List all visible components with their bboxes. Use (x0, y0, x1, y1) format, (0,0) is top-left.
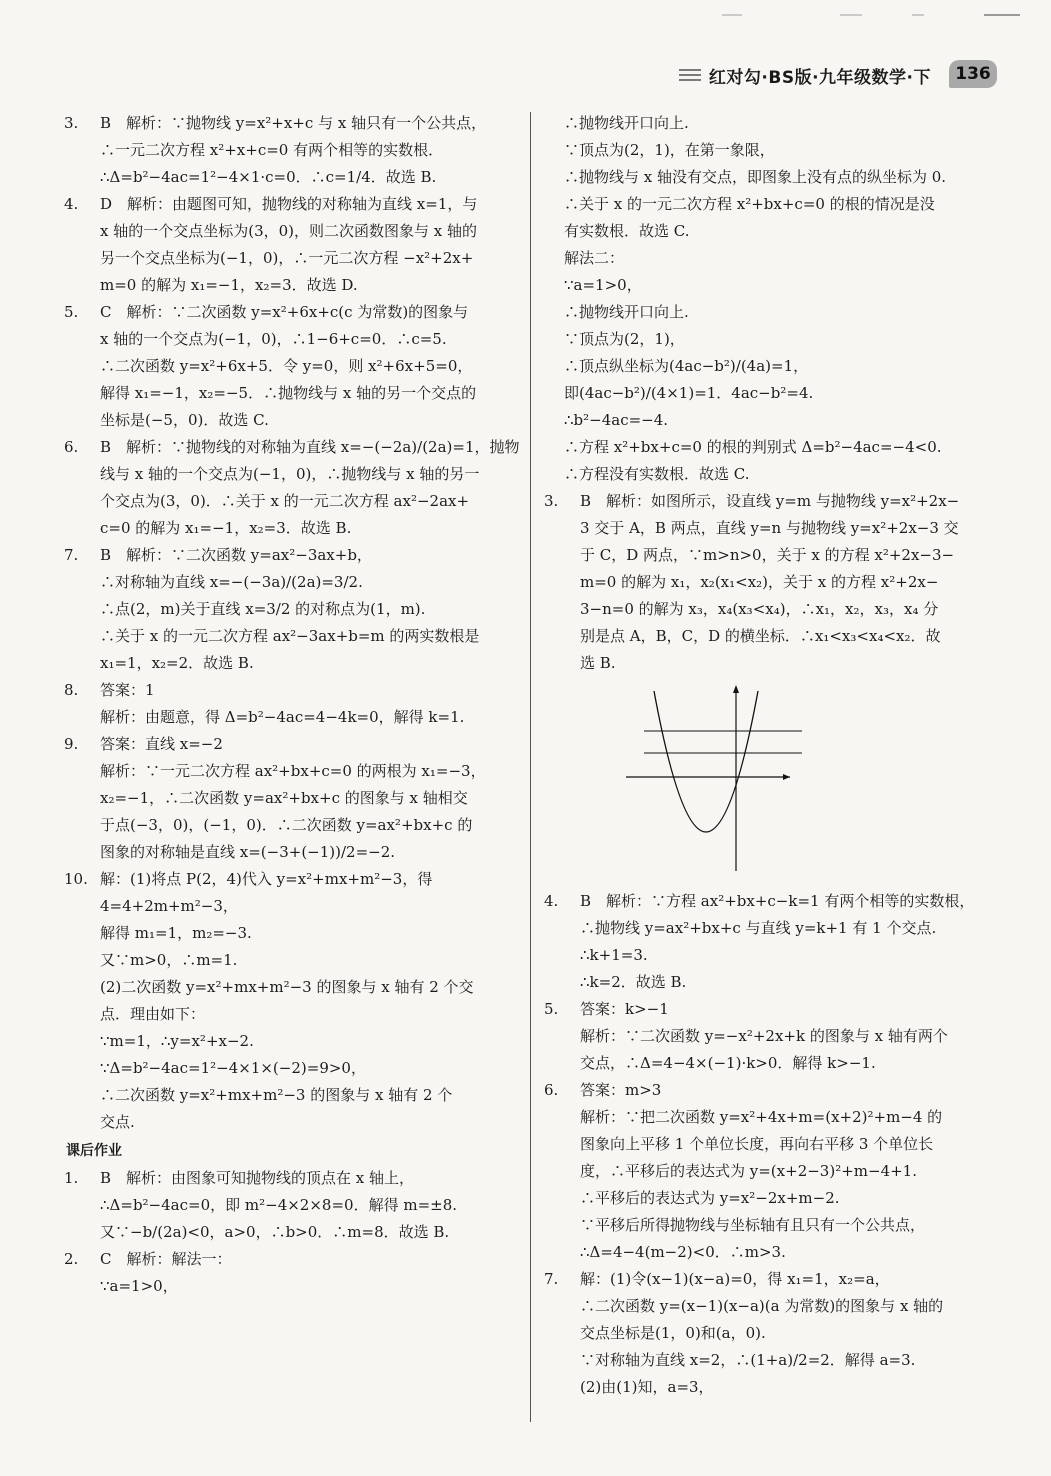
x-axis-arrow (783, 774, 790, 780)
answer-line: D 解析：由题图可知，抛物线的对称轴为直线 x=1，与 (100, 195, 478, 213)
answer-line: B 解析：∵抛物线 y=x²+x+c 与 x 轴只有一个公共点， (100, 114, 487, 132)
item-number: 9. (64, 735, 79, 753)
answer-line: 选 B. (580, 654, 616, 672)
item-number: 3. (544, 492, 559, 510)
item-number: 1. (64, 1169, 79, 1187)
column-divider (530, 112, 531, 1422)
answer-line: 于 C，D 两点，∵m>n>0，关于 x 的方程 x²+2x−3− (580, 546, 955, 564)
answer-line: 解得 x₁=−1，x₂=−5．∴抛物线与 x 轴的另一个交点的 (100, 384, 477, 402)
answer-line: B 解析：∵二次函数 y=ax²−3ax+b， (100, 546, 372, 564)
answer-line: (2)二次函数 y=x²+mx+m²−3 的图象与 x 轴有 2 个交 (100, 978, 474, 996)
brand-text: 红对勾·BS版·九年级数学·下 (708, 67, 931, 88)
answer-line: B 解析：∵抛物线的对称轴为直线 x=−(−2a)/(2a)=1，抛物 (100, 438, 520, 456)
solution-line: ∴抛物线开口向上. (564, 303, 689, 321)
item-number: 5. (544, 1000, 559, 1018)
solution-line: ∴顶点纵坐标为(4ac−b²)/(4a)=1， (564, 357, 809, 375)
solution-line: ∵顶点为(2，1)， (564, 330, 685, 348)
answer-item (60, 677, 522, 731)
solution-line: ∴关于 x 的一元二次方程 x²+bx+c=0 的根的情况是没 (564, 195, 935, 213)
answer-line: 解析：由题意，得 Δ=b²−4ac=4−4k=0，解得 k=1. (100, 708, 465, 726)
parabola-curve (654, 691, 758, 832)
answer-line: ∴k+1=3. (580, 946, 648, 964)
item-number: 4. (64, 195, 79, 213)
item-number: 2. (64, 1250, 79, 1268)
continued-solution (540, 110, 998, 488)
answer-line: ∴二次函数 y=x²+6x+5．令 y=0，则 x²+6x+5=0， (100, 357, 473, 375)
answer-line: 答案：直线 x=−2 (100, 735, 223, 753)
answer-item (60, 1165, 522, 1246)
answer-line: ∵Δ=b²−4ac=1²−4×1×(−2)=9>0， (100, 1059, 366, 1077)
answer-line: 另一个交点坐标为(−1，0)，∴一元二次方程 −x²+2x+ (100, 249, 474, 267)
answer-line: x 轴的一个交点为(−1，0)，∴1−6+c=0．∴c=5. (100, 330, 447, 348)
answer-line: ∴一元二次方程 x²+x+c=0 有两个相等的实数根． (100, 141, 444, 159)
answer-line: ∴平移后的表达式为 y=x²−2x+m−2. (580, 1189, 840, 1207)
answer-line: 点．理由如下： (100, 1005, 206, 1023)
header-rule (912, 14, 924, 16)
section-title: 课后作业 (66, 1143, 122, 1159)
answer-line: 度，∴平移后的表达式为 y=(x+2−3)²+m−4+1. (580, 1162, 917, 1180)
answer-line: C 解析：解法一： (100, 1250, 232, 1268)
answer-item (60, 110, 522, 191)
answer-item (60, 1246, 522, 1300)
page-header (0, 0, 1051, 100)
answer-line: ∴对称轴为直线 x=−(−3a)/(2a)=3/2. (100, 573, 363, 591)
right-column (540, 110, 998, 1401)
answer-line: 别是点 A，B，C，D 的横坐标．∴x₁<x₃<x₄<x₂．故 (580, 627, 941, 645)
answer-item (540, 996, 998, 1077)
item-number: 4. (544, 892, 559, 910)
answer-line: 坐标是(−5，0)．故选 C. (100, 411, 269, 429)
item-number: 10. (64, 870, 88, 888)
solution-line: ∴抛物线与 x 轴没有交点，即图象上没有点的纵坐标为 0. (564, 168, 947, 186)
parabola-figure (626, 683, 886, 873)
item-number: 6. (544, 1081, 559, 1099)
item-number: 7. (544, 1270, 559, 1288)
speed-lines-icon (679, 66, 701, 84)
answer-line: 又∵−b/(2a)<0，a>0，∴b>0．∴m=8．故选 B. (100, 1223, 450, 1241)
answer-item (60, 191, 522, 299)
answer-line: ∴Δ=b²−4ac=1²−4×1·c=0．∴c=1/4．故选 B. (100, 168, 437, 186)
answer-line: ∴Δ=b²−4ac=0，即 m²−4×2×8=0．解得 m=±8. (100, 1196, 458, 1214)
answer-item (60, 299, 522, 434)
answer-item (60, 434, 522, 542)
header-rule (722, 14, 742, 16)
answer-line: ∴Δ=4−4(m−2)<0．∴m>3. (580, 1243, 786, 1261)
item-number: 5. (64, 303, 79, 321)
answer-line: ∴抛物线 y=ax²+bx+c 与直线 y=k+1 有 1 个交点. (580, 919, 937, 937)
answer-line: ∴二次函数 y=(x−1)(x−a)(a 为常数)的图象与 x 轴的 (580, 1297, 944, 1315)
answer-item (60, 542, 522, 677)
answer-line: ∵a=1>0， (100, 1277, 178, 1295)
solution-line: ∴方程没有实数根．故选 C. (564, 465, 750, 483)
answer-line: 于点(−3，0)，(−1，0)．∴二次函数 y=ax²+bx+c 的 (100, 816, 473, 834)
answer-line: 解析：∵把二次函数 y=x²+4x+m=(x+2)²+m−4 的 (580, 1108, 943, 1126)
item-number: 3. (64, 114, 79, 132)
answer-item (540, 1077, 998, 1266)
answer-item (60, 866, 522, 1136)
solution-line: ∵a=1>0， (564, 276, 642, 294)
answer-line: 个交点为(3，0)．∴关于 x 的一元二次方程 ax²−2ax+ (100, 492, 470, 510)
answer-line: ∵平移后所得抛物线与坐标轴有且只有一个公共点， (580, 1216, 926, 1234)
answer-item (60, 731, 522, 866)
answer-line: 答案：k>−1 (580, 1000, 669, 1018)
answer-line: m=0 的解为 x₁=−1，x₂=3．故选 D. (100, 276, 358, 294)
answer-line: 3−n=0 的解为 x₃，x₄(x₃<x₄)，∴x₁，x₂，x₃，x₄ 分 (580, 600, 939, 618)
answer-line: x₂=−1，∴二次函数 y=ax²+bx+c 的图象与 x 轴相交 (100, 789, 468, 807)
solution-line: ∴抛物线开口向上. (564, 114, 689, 132)
item-number: 8. (64, 681, 79, 699)
solution-line: ∴方程 x²+bx+c=0 的根的判别式 Δ=b²−4ac=−4<0. (564, 438, 942, 456)
y-axis-arrow (733, 685, 739, 693)
solution-line: 解法二： (564, 249, 625, 267)
answer-line: c=0 的解为 x₁=−1，x₂=3．故选 B. (100, 519, 352, 537)
answer-line: B 解析：∵方程 ax²+bx+c−k=1 有两个相等的实数根， (580, 892, 975, 910)
answer-line: x 轴的一个交点坐标为(3，0)，则二次函数图象与 x 轴的 (100, 222, 478, 240)
answer-line: 交点坐标是(1，0)和(a，0). (580, 1324, 766, 1342)
answer-line: 图象向上平移 1 个单位长度，再向右平移 3 个单位长 (580, 1135, 934, 1153)
answer-line: 交点. (100, 1113, 135, 1131)
answer-line: ∵m=1，∴y=x²+x−2. (100, 1032, 254, 1050)
solution-line: 有实数根．故选 C. (564, 222, 690, 240)
answer-line: ∴二次函数 y=x²+mx+m²−3 的图象与 x 轴有 2 个 (100, 1086, 453, 1104)
answer-line: ∴k=2．故选 B. (580, 973, 687, 991)
header-rule (984, 14, 1020, 16)
answer-line: 4=4+2m+m²−3， (100, 897, 238, 915)
answer-line: 解析：∵一元二次方程 ax²+bx+c=0 的两根为 x₁=−3， (100, 762, 486, 780)
solution-line: ∴b²−4ac=−4. (564, 411, 669, 429)
solution-line: 即(4ac−b²)/(4×1)=1．4ac−b²=4. (564, 384, 814, 402)
answer-line: x₁=1，x₂=2．故选 B. (100, 654, 254, 672)
answer-item (540, 888, 998, 996)
answer-line: 答案：m>3 (580, 1081, 662, 1099)
item-number: 6. (64, 438, 79, 456)
answer-line: 交点，∴Δ=4−4×(−1)·k>0．解得 k>−1. (580, 1054, 876, 1072)
page-number: 136 (949, 60, 997, 88)
book-brand (679, 62, 931, 88)
answer-line: 解得 m₁=1，m₂=−3. (100, 924, 252, 942)
solution-line: ∵顶点为(2，1)，在第一象限， (564, 141, 775, 159)
answer-line: B 解析：由图象可知抛物线的顶点在 x 轴上， (100, 1169, 415, 1187)
answer-list (540, 888, 998, 1401)
answer-line: m=0 的解为 x₁，x₂(x₁<x₂)，关于 x 的方程 x²+2x− (580, 573, 939, 591)
answer-line: (2)由(1)知，a=3， (580, 1378, 714, 1396)
answer-item (540, 488, 998, 677)
answer-line: 3 交于 A，B 两点，直线 y=n 与抛物线 y=x²+2x−3 交 (580, 519, 959, 537)
answer-line: C 解析：∵二次函数 y=x²+6x+c(c 为常数)的图象与 (100, 303, 469, 321)
answer-line: B 解析：如图所示，设直线 y=m 与抛物线 y=x²+2x− (580, 492, 960, 510)
answer-line: ∵对称轴为直线 x=2，∴(1+a)/2=2．解得 a=3. (580, 1351, 916, 1369)
answer-item (540, 1266, 998, 1401)
answer-line: 解：(1)将点 P(2，4)代入 y=x²+mx+m²−3，得 (100, 870, 433, 888)
answer-line: 图象的对称轴是直线 x=(−3+(−1))/2=−2. (100, 843, 396, 861)
answer-line: ∴点(2，m)关于直线 x=3/2 的对称点为(1，m). (100, 600, 426, 618)
item-number: 7. (64, 546, 79, 564)
answer-line: 线与 x 轴的一个交点为(−1，0)，∴抛物线与 x 轴的另一 (100, 465, 480, 483)
answer-line: ∴关于 x 的一元二次方程 ax²−3ax+b=m 的两实数根是 (100, 627, 480, 645)
answer-line: 答案：1 (100, 681, 155, 699)
answer-line: 又∵m>0，∴m=1. (100, 951, 238, 969)
left-column (60, 110, 522, 1300)
answer-line: 解析：∵二次函数 y=−x²+2x+k 的图象与 x 轴有两个 (580, 1027, 948, 1045)
answer-line: 解：(1)令(x−1)(x−a)=0，得 x₁=1，x₂=a， (580, 1270, 890, 1288)
header-rule (840, 14, 862, 16)
